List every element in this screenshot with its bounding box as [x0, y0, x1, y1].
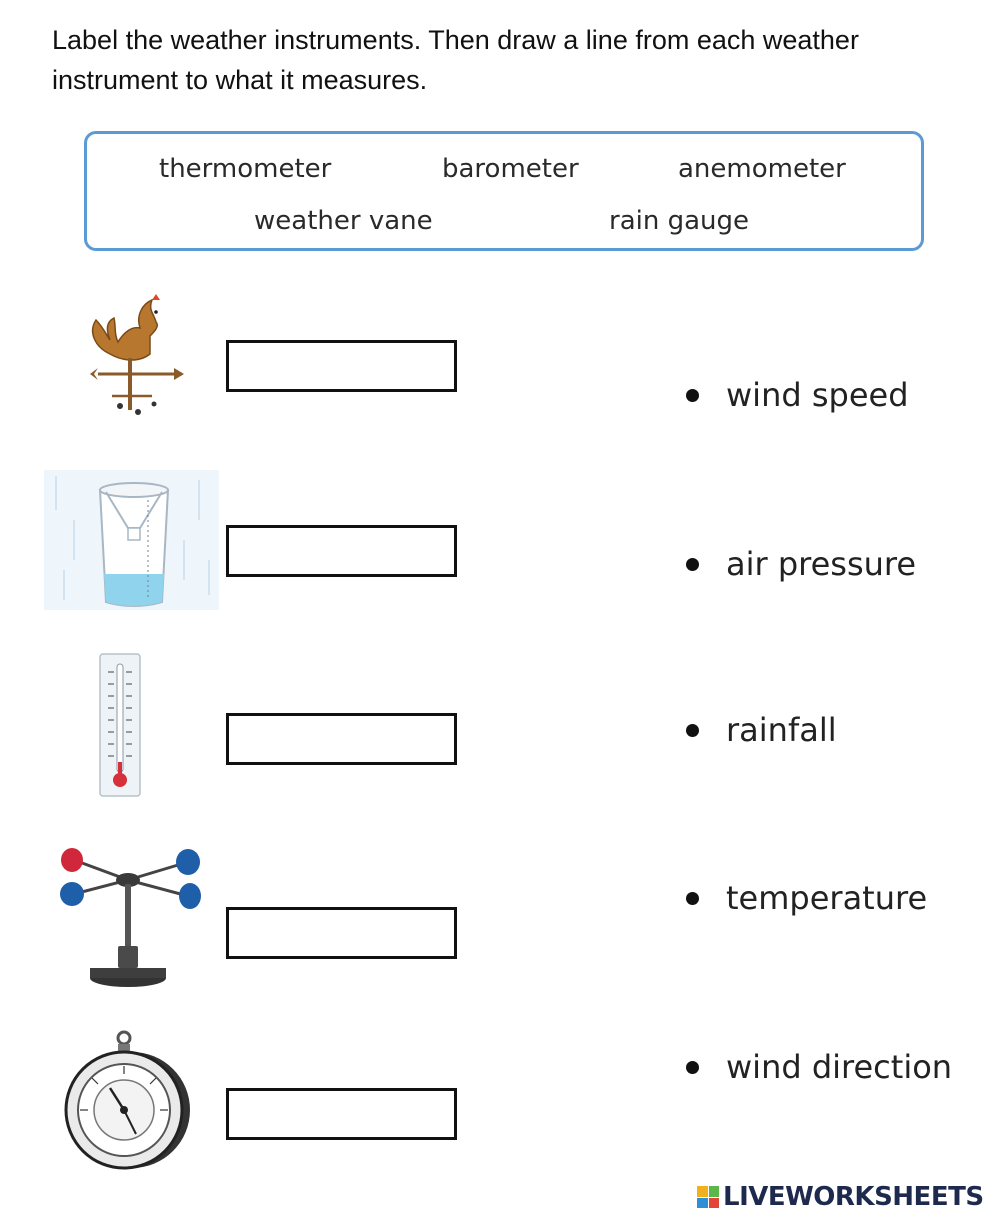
- logo-mark-icon: [697, 1186, 719, 1208]
- anemometer-icon: [54, 846, 204, 996]
- answer-box-weather-vane[interactable]: [226, 340, 457, 392]
- measure-label: rainfall: [726, 711, 837, 749]
- word-bank-item: weather vane: [254, 206, 433, 236]
- barometer-icon: [62, 1030, 194, 1172]
- measure-item-temperature[interactable]: [686, 878, 927, 918]
- answer-box-anemometer[interactable]: [226, 907, 457, 959]
- weather-vane-rooster-icon: [70, 292, 190, 424]
- bullet-point: [686, 558, 699, 571]
- thermometer-icon: [96, 652, 144, 798]
- measure-item-wind-direction[interactable]: [686, 1047, 952, 1087]
- measure-item-air-pressure[interactable]: [686, 544, 916, 584]
- measure-label: temperature: [726, 879, 928, 917]
- word-bank-item: thermometer: [159, 154, 332, 184]
- bullet-point: [686, 389, 699, 402]
- measure-item-rainfall[interactable]: [686, 710, 837, 750]
- answer-box-barometer[interactable]: [226, 1088, 457, 1140]
- answer-box-thermometer[interactable]: [226, 713, 457, 765]
- word-bank-item: rain gauge: [609, 206, 750, 236]
- measure-label: wind direction: [726, 1048, 953, 1086]
- word-bank-item: barometer: [442, 154, 579, 184]
- measure-item-wind-speed[interactable]: [686, 375, 909, 415]
- word-bank-item: anemometer: [678, 154, 846, 184]
- liveworksheets-logo: [697, 1180, 984, 1214]
- answer-box-rain-gauge[interactable]: [226, 525, 457, 577]
- measure-label: air pressure: [726, 545, 917, 583]
- logo-text: LIVEWORKSHEETS: [723, 1182, 984, 1212]
- instructions-text: Label the weather instruments. Then draw a line from each weather instrument to what it measures.: [52, 25, 859, 95]
- rain-gauge-icon: [44, 470, 219, 610]
- word-bank: [84, 131, 924, 251]
- bullet-point: [686, 1061, 699, 1074]
- measure-label: wind speed: [726, 376, 909, 414]
- bullet-point: [686, 724, 699, 737]
- bullet-point: [686, 892, 699, 905]
